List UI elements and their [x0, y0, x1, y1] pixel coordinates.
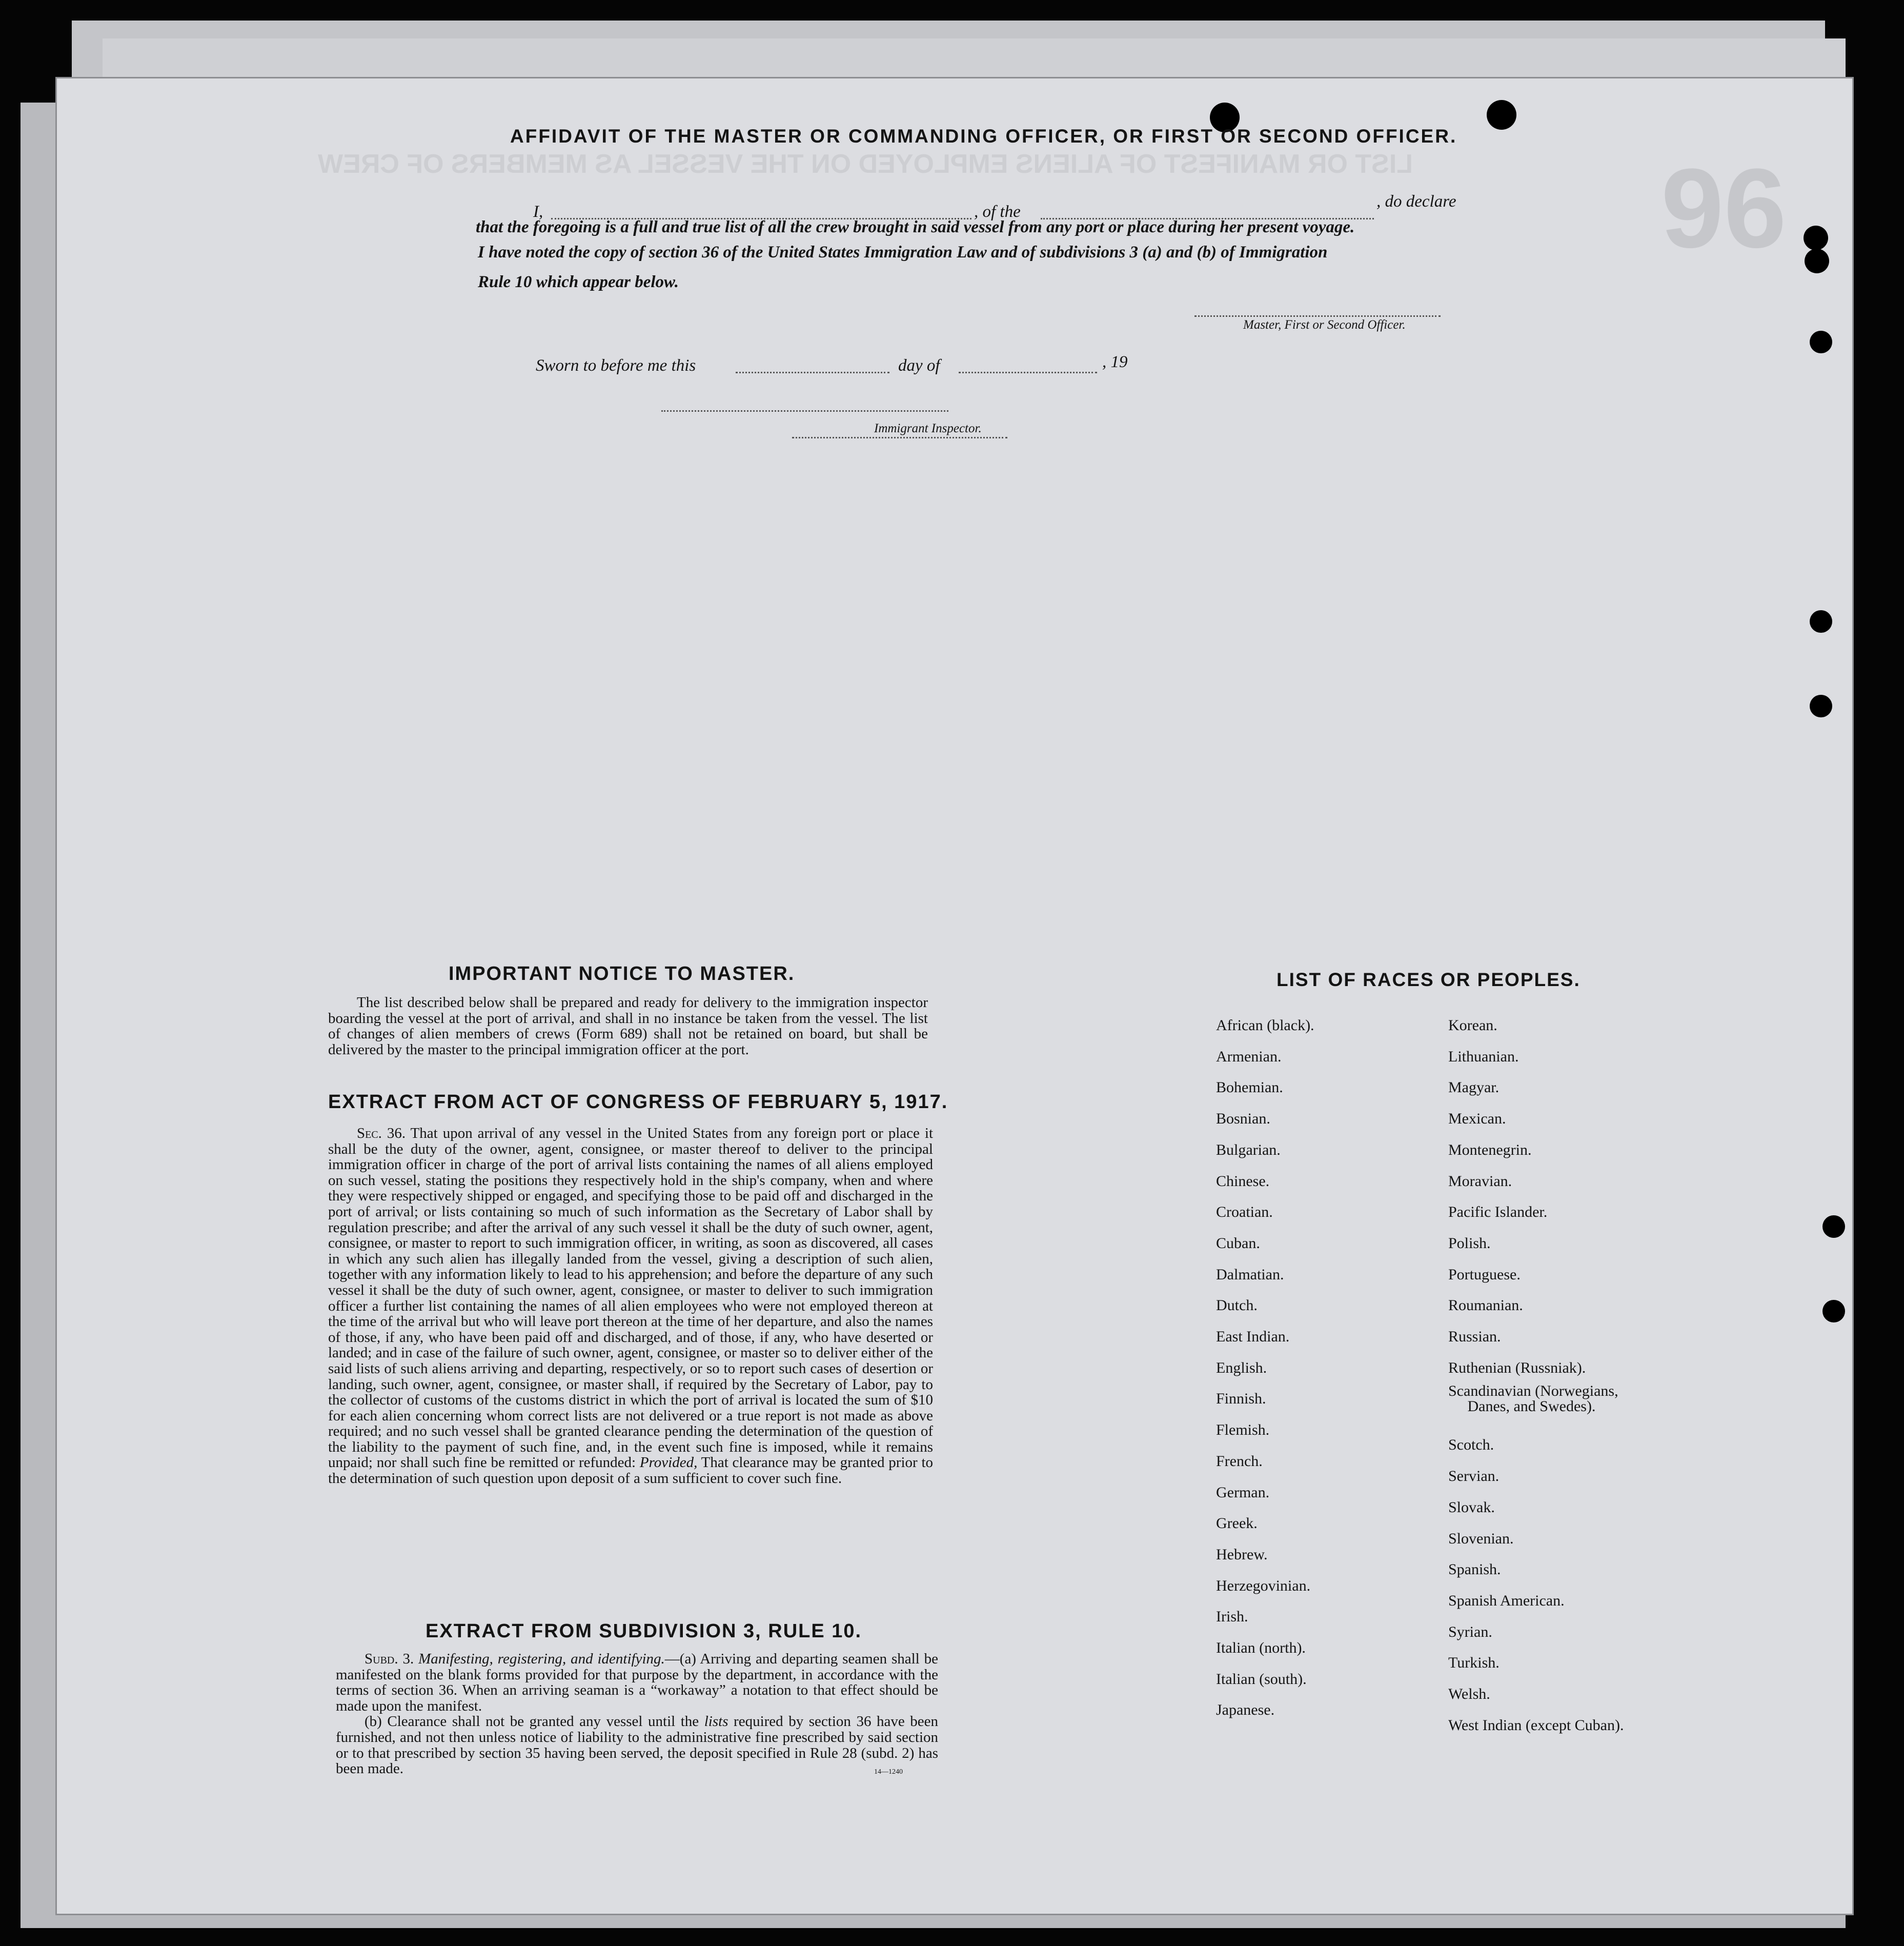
bleed-through-number: 96: [1661, 145, 1787, 271]
race-item: Cuban.: [1216, 1234, 1260, 1252]
race-item: Croatian.: [1216, 1203, 1273, 1221]
race-item: Lithuanian.: [1448, 1048, 1519, 1065]
rule-extract-text: [336, 1651, 938, 1777]
sworn-label: Sworn to before me this: [536, 356, 696, 375]
race-item: Servian.: [1448, 1468, 1500, 1485]
affidavit-title: AFFIDAVIT OF THE MASTER OR COMMANDING OFFICER, OR FIRST OR SECOND OFFICER.: [510, 126, 1457, 147]
binder-hole-2: [1487, 100, 1516, 130]
binder-hole-6: [1810, 610, 1832, 633]
act-extract-title: EXTRACT FROM ACT OF CONGRESS OF FEBRUARY 5, 1917.: [328, 1091, 948, 1113]
section-label: Sec. 36.: [357, 1125, 406, 1141]
binder-hole-8: [1822, 1215, 1845, 1238]
section-36-body: That upon arrival of any vessel in the United States from any foreign port or place it shall be the duty of the owner, agent, consignee, or master thereof to deliver to the principal immigration officer in charge of the port of arrival lists containing the names of all aliens employed on such vessel, stating the positions they respectively hold in the ship's company, when and where they were respectively shipped or engaged, and specifying those to be paid off and discharged in the port of arrival; or lists containing so much of such information as the Secretary of Labor shall by regulation prescribe; and after the arrival of any such vessel it shall be the duty of such owner, agent, consignee, or master to report to such immigration officer, in writing, as soon as discovered, all cases in which any such alien has illegally landed from the vessel, giving a description of such alien, together with any information likely to lead to his apprehension; and before the departure of any such vessel it shall be the duty of such owner, agent, consignee, or master to deliver to such immigration officer a further list containing the names of all alien employees who were not employed thereon at the time of the arrival but who will leave port thereon at the time of her departure, and also the names of those, if any, who have been paid off and discharged, and of those, if any, who have deserted or landed; and in case of the failure of such owner, agent, consignee, or master so to deliver either of the said lists of such aliens arriving and departing, respectively, or so to report such cases of desertion or landing, such owner, agent, consignee, or master shall, if required by the Secretary of Labor, pay to the collector of customs of the customs district in which the port of arrival is located the sum of $10 for each alien concerning whom correct lists are not delivered or a true report is not made as above required; and no such vessel shall be granted clearance pending the determination of the question of the liability to the payment of such fine, and, in the event such fine is imposed, while it remains unpaid; nor shall such fine be remitted or refunded:: [328, 1125, 934, 1471]
race-item: Moravian.: [1448, 1172, 1512, 1190]
affidavit-i-label: I,: [533, 203, 543, 221]
race-item: Portuguese.: [1448, 1266, 1521, 1283]
race-item: Welsh.: [1448, 1686, 1490, 1703]
race-item: Italian (north).: [1216, 1639, 1306, 1657]
affidavit-line-4: Rule 10 which appear below.: [478, 273, 679, 291]
race-item: African (black).: [1216, 1017, 1314, 1034]
race-item: Japanese.: [1216, 1701, 1275, 1719]
race-item: German.: [1216, 1483, 1270, 1501]
race-item: Bulgarian.: [1216, 1141, 1281, 1158]
race-item: English.: [1216, 1359, 1267, 1376]
inspector-signature-label: Immigrant Inspector.: [874, 422, 982, 435]
race-item: Armenian.: [1216, 1048, 1282, 1065]
race-item: Turkish.: [1448, 1654, 1500, 1672]
sworn-month-blank[interactable]: [959, 372, 1097, 373]
binder-hole-5: [1810, 331, 1832, 353]
affidavit-do-declare: , do declare: [1376, 192, 1456, 211]
race-item: French.: [1216, 1452, 1263, 1470]
race-item: West Indian (except Cuban).: [1448, 1716, 1624, 1734]
race-item: Syrian.: [1448, 1623, 1492, 1640]
race-item: Slovak.: [1448, 1498, 1495, 1516]
section-36-end: That clearance may be granted prior to the determination of such question upon deposit of a sum sufficient to cover such fine.: [328, 1454, 933, 1487]
race-item: Scandinavian (Norwegians, Danes, and Swedes).: [1448, 1382, 1618, 1415]
bleed-through-heading: LIST OR MANIFEST OF ALIENS EMPLOYED ON THE VESSEL AS MEMBERS OF CREW: [318, 149, 1413, 179]
day-of-label: day of: [898, 356, 940, 375]
affidavit-line-2: that the foregoing is a full and true list of all the crew brought in said vessel from any port or place during her present voyage.: [476, 218, 1355, 236]
race-item: Dutch.: [1216, 1297, 1258, 1314]
race-item: Irish.: [1216, 1608, 1248, 1626]
binder-hole-3: [1804, 226, 1828, 250]
race-item: Bohemian.: [1216, 1079, 1283, 1096]
race-item: Greek.: [1216, 1515, 1258, 1532]
inspector-line-1[interactable]: [661, 410, 948, 412]
act-extract-text: [328, 1126, 933, 1487]
race-item: Mexican.: [1448, 1110, 1506, 1128]
races-column-1: [1216, 1010, 1314, 1726]
race-item: Bosnian.: [1216, 1110, 1270, 1128]
race-item: Dalmatian.: [1216, 1266, 1284, 1283]
affidavit-of-the: , of the: [974, 203, 1021, 221]
race-item: Roumanian.: [1448, 1297, 1523, 1314]
race-item: Russian.: [1448, 1328, 1501, 1346]
binder-hole-7: [1810, 695, 1832, 717]
para-b-start: (b) Clearance shall not be granted any vessel until the: [364, 1713, 699, 1730]
race-item: Ruthenian (Russniak).: [1448, 1359, 1586, 1376]
race-item: Spanish.: [1448, 1561, 1501, 1578]
race-item: Magyar.: [1448, 1079, 1500, 1096]
races-title: LIST OF RACES OR PEOPLES.: [1277, 969, 1581, 990]
subdivision-b-paragraph: [336, 1714, 938, 1776]
year-label: , 19: [1102, 353, 1128, 371]
races-column-2: [1448, 1010, 1624, 1741]
race-item: Korean.: [1448, 1017, 1497, 1034]
race-item: Polish.: [1448, 1234, 1491, 1252]
para-a-text: —(a) Arriving and departing seamen shall be manifested on the blank forms provided for that purpose by the department, in accordance with the terms of section 36. When an arriving seaman is a “workaway” a notation to that effect should be made upon the manifest.: [336, 1651, 938, 1714]
race-item: Spanish American.: [1448, 1592, 1565, 1609]
provided-word: Provided,: [639, 1454, 698, 1471]
master-signature-line[interactable]: [1194, 315, 1441, 317]
binder-hole-4: [1805, 249, 1829, 273]
race-item: Hebrew.: [1216, 1546, 1268, 1563]
subd-heading: Manifesting, registering, and identifying.: [418, 1651, 665, 1667]
notice-paragraph: The list described below shall be prepared and ready for delivery to the immigration inspector boarding the vessel at the port of arrival, and shall in no instance be taken from the vessel. The list of changes of alien members of crews (Form 689) shall not be retained on board, but shall be delivered by the master to the principal immigration officer at the port.: [328, 994, 928, 1058]
sworn-day-blank[interactable]: [736, 372, 889, 373]
affidavit-line-3: I have noted the copy of section 36 of the United States Immigration Law and of subdivisions 3 (a) and (b) of Immigration: [478, 243, 1328, 262]
race-item: Scotch.: [1448, 1436, 1494, 1454]
race-item: Pacific Islander.: [1448, 1203, 1548, 1221]
notice-text: [328, 995, 928, 1057]
subdivision-a-paragraph: [336, 1651, 938, 1714]
race-item: East Indian.: [1216, 1328, 1290, 1346]
para-b-end: required by section 36 have been furnished, and not then unless notice of liability to the administrative fine prescribed by said section or to that prescribed by section 35 having been served, the deposit specified in Rule 28 (subd. 2) has been made.: [336, 1713, 939, 1777]
race-item: Chinese.: [1216, 1172, 1270, 1190]
subd-label: Subd. 3.: [364, 1651, 414, 1667]
notice-title: IMPORTANT NOTICE TO MASTER.: [449, 963, 795, 985]
master-signature-label: Master, First or Second Officer.: [1243, 318, 1406, 332]
race-item: Herzegovinian.: [1216, 1577, 1311, 1594]
inspector-line-2[interactable]: [792, 437, 1007, 438]
race-item: Italian (south).: [1216, 1670, 1307, 1688]
race-item: Flemish.: [1216, 1421, 1270, 1439]
race-item: Slovenian.: [1448, 1530, 1514, 1547]
para-b-lists: lists: [704, 1713, 728, 1730]
race-item: Finnish.: [1216, 1390, 1266, 1408]
rule-extract-title: EXTRACT FROM SUBDIVISION 3, RULE 10.: [426, 1620, 862, 1642]
section-36-paragraph: [328, 1126, 933, 1487]
race-item: Montenegrin.: [1448, 1141, 1532, 1158]
form-number: 14—1240: [874, 1768, 903, 1776]
binder-hole-9: [1822, 1300, 1845, 1322]
